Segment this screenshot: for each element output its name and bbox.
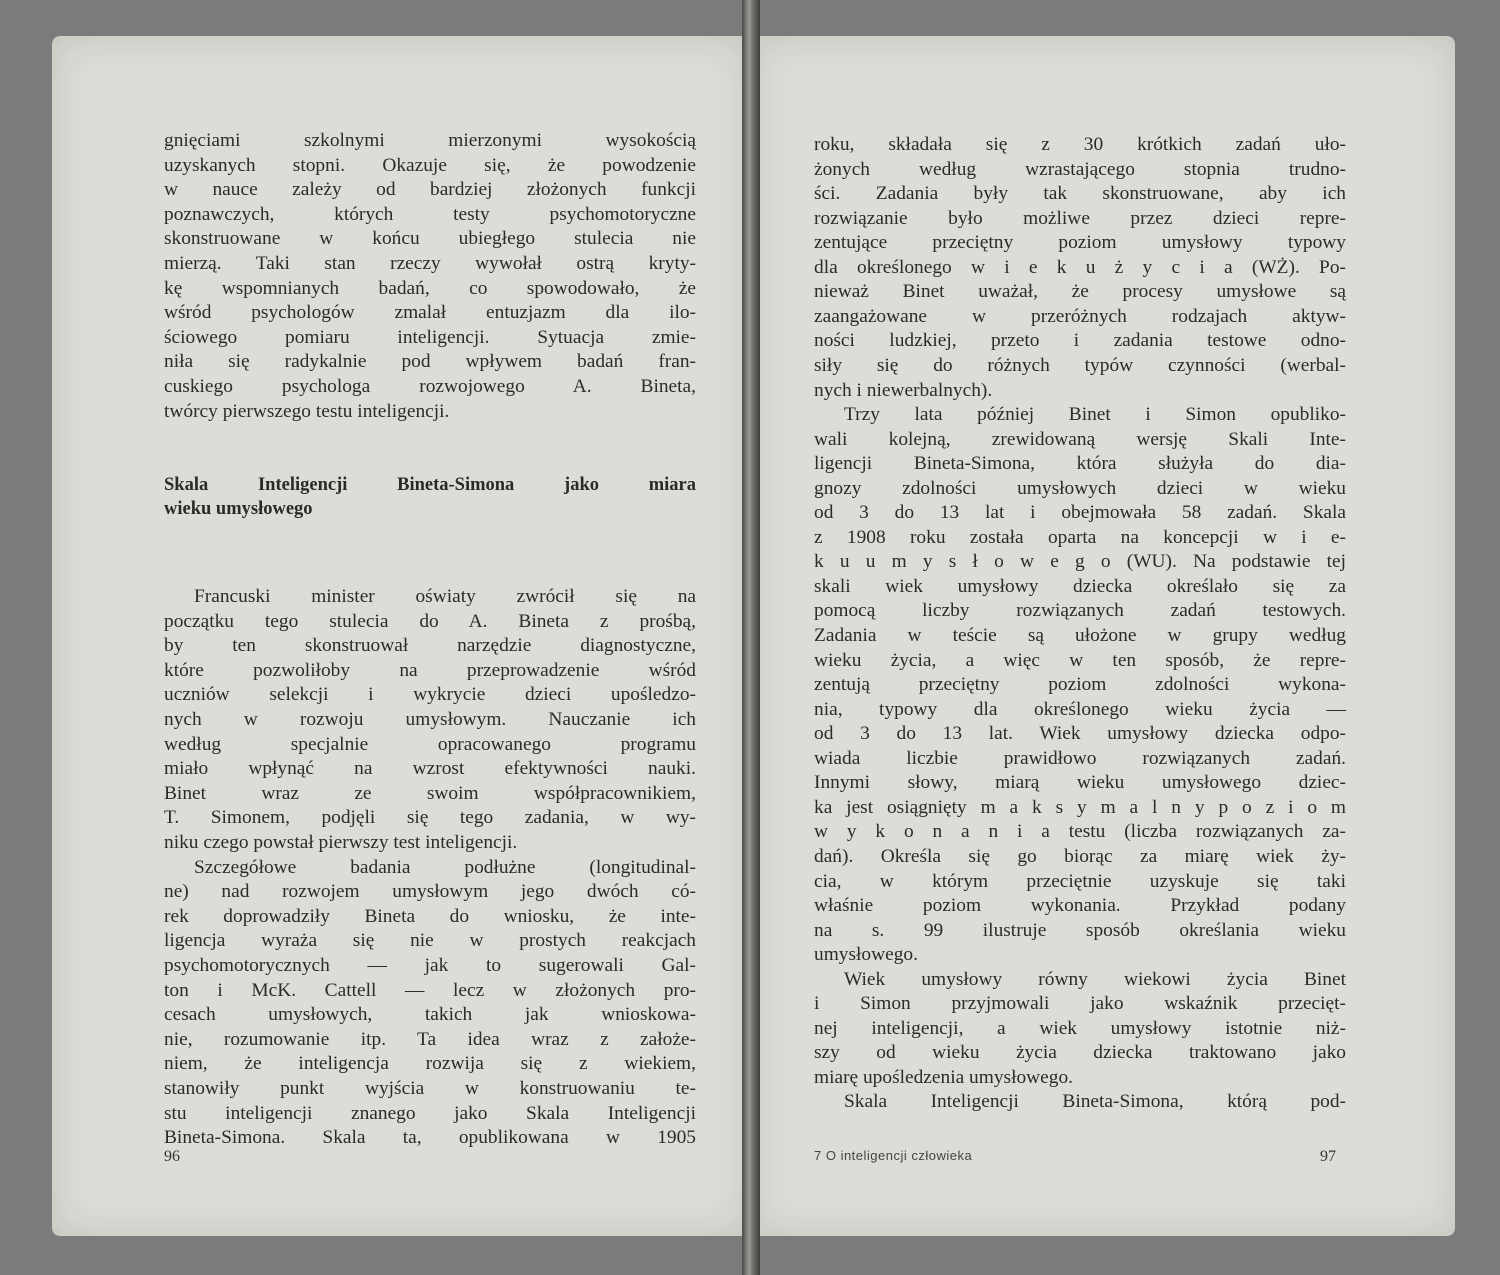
text-line: twórcy pierwszego testu inteligencji. bbox=[164, 401, 450, 422]
text-line: wieku życia, a więc w ten sposób, że repre- bbox=[814, 650, 1346, 671]
text-line: T. Simonem, podjęli się tego zadania, w wy- bbox=[164, 807, 696, 828]
text-line: ściowego pomiaru inteligencji. Sytuacja zmie- bbox=[164, 327, 696, 348]
text-line: miarę upośledzenia umysłowego. bbox=[814, 1067, 1074, 1088]
text-line: siły się do różnych typów czynności (werbal- bbox=[814, 355, 1346, 376]
text-line: właśnie poziom wykonania. Przykład podany bbox=[814, 895, 1346, 916]
footer-signature: 7 O inteligencji człowieka bbox=[814, 1148, 973, 1163]
text-line: żonych według wzrastającego stopnia trudno- bbox=[814, 159, 1346, 180]
text-line: umysłowego. bbox=[814, 944, 918, 965]
text-line: gnięciami szkolnymi mierzonymi wysokością bbox=[164, 130, 696, 151]
text-line: roku, składała się z 30 krótkich zadań uło- bbox=[814, 134, 1346, 155]
text-line: skonstruowane w końcu ubiegłego stulecia nie bbox=[164, 228, 696, 249]
text-line: Wiek umysłowy równy wiekowi życia Binet bbox=[844, 969, 1346, 990]
text-line: zentują przeciętny poziom zdolności wykona- bbox=[814, 674, 1346, 695]
text-line: cuskiego psychologa rozwojowego A. Bineta, bbox=[164, 376, 696, 397]
text-line: rek doprowadziły Bineta do wniosku, że inte- bbox=[164, 906, 696, 927]
text-line: niem, że inteligencja rozwija się z wiekiem, bbox=[164, 1053, 696, 1074]
text-line: Innymi słowy, miarą wieku umysłowego dziec- bbox=[814, 772, 1346, 793]
text-line: nych i niewerbalnych). bbox=[814, 380, 993, 401]
left-page bbox=[52, 36, 749, 1236]
section-heading-line: Skala Inteligencji Bineta-Simona jako miara bbox=[164, 475, 696, 495]
text-line: i Simon przyjmowali jako wskaźnik przecięt- bbox=[814, 993, 1346, 1014]
text-line: ligencji Bineta-Simona, która służyła do dia- bbox=[814, 453, 1346, 474]
text-line: które pozwoliłoby na przeprowadzenie wśród bbox=[164, 660, 696, 681]
text-line: ści. Zadania były tak skonstruowane, aby ich bbox=[814, 183, 1346, 204]
text-line: gnozy zdolności umysłowych dzieci w wieku bbox=[814, 478, 1346, 499]
left-page-number: 96 bbox=[164, 1148, 180, 1165]
text-line: wali kolejną, zrewidowaną wersję Skali Inte- bbox=[814, 429, 1346, 450]
text-line: z 1908 roku została oparta na koncepcji w i e- bbox=[814, 527, 1346, 548]
text-line: od 3 do 13 lat i obejmowała 58 zadań. Skala bbox=[814, 502, 1346, 523]
text-line: dla określonego w i e k u ż y c i a (WŻ). Po- bbox=[814, 257, 1346, 278]
text-line: ne) nad rozwojem umysłowym jego dwóch có- bbox=[164, 881, 696, 902]
text-line: nia, typowy dla określonego wieku życia — bbox=[814, 699, 1346, 720]
text-line: w nauce zależy od bardziej złożonych funkcji bbox=[164, 179, 696, 200]
text-line: Binet wraz ze swoim współpracownikiem, bbox=[164, 783, 696, 804]
text-line: by ten skonstruował narzędzie diagnostyczne, bbox=[164, 635, 696, 656]
text-line: k u u m y s ł o w e g o (WU). Na podstawie tej bbox=[814, 551, 1346, 572]
text-line: nie, rozumowanie itp. Ta idea wraz z założe- bbox=[164, 1029, 696, 1050]
text-line: niła się radykalnie pod wpływem badań fran- bbox=[164, 351, 696, 372]
text-line: uczniów selekcji i wykrycie dzieci upośledzo- bbox=[164, 684, 696, 705]
text-line: szy od wieku życia dziecka traktowano jako bbox=[814, 1042, 1346, 1063]
right-page-number: 97 bbox=[1320, 1148, 1336, 1165]
text-line: uzyskanych stopni. Okazuje się, że powodzenie bbox=[164, 155, 696, 176]
text-line: zentujące przeciętny poziom umysłowy typowy bbox=[814, 232, 1346, 253]
text-line: Trzy lata później Binet i Simon opubliko- bbox=[844, 404, 1346, 425]
text-line: Szczegółowe badania podłużne (longitudinal- bbox=[194, 857, 696, 878]
text-line: psychomotorycznych — jak to sugerowali Gal- bbox=[164, 955, 696, 976]
text-line: Francuski minister oświaty zwrócił się na bbox=[194, 586, 696, 607]
text-line: wśród psychologów zmalał entuzjazm dla ilo- bbox=[164, 302, 696, 323]
text-line: skali wiek umysłowy dziecka określało się za bbox=[814, 576, 1346, 597]
text-line: kę wspomnianych badań, co spowodowało, że bbox=[164, 278, 696, 299]
text-line: według specjalnie opracowanego programu bbox=[164, 734, 696, 755]
text-line: w y k o n a n i a testu (liczba rozwiązanych za- bbox=[814, 821, 1346, 842]
text-line: wiada liczbie prawidłowo rozwiązanych zadań. bbox=[814, 748, 1346, 769]
text-line: nych w rozwoju umysłowym. Nauczanie ich bbox=[164, 709, 696, 730]
text-line: cia, w którym przeciętnie uzyskuje się taki bbox=[814, 871, 1346, 892]
text-line: niku czego powstał pierwszy test inteligencji. bbox=[164, 832, 518, 853]
text-line: nieważ Binet uważał, że procesy umysłowe są bbox=[814, 281, 1346, 302]
text-line: od 3 do 13 lat. Wiek umysłowy dziecka odpo- bbox=[814, 723, 1346, 744]
text-line: stanowiły punkt wyjścia w konstruowaniu te- bbox=[164, 1078, 696, 1099]
text-line: ligencja wyraża się nie w prostych reakcjach bbox=[164, 930, 696, 951]
text-line: Skala Inteligencji Bineta-Simona, którą pod- bbox=[844, 1091, 1346, 1112]
text-line: Bineta-Simona. Skala ta, opublikowana w 1905 bbox=[164, 1127, 696, 1148]
text-line: cesach umysłowych, takich jak wnioskowa- bbox=[164, 1004, 696, 1025]
text-line: nej inteligencji, a wiek umysłowy istotnie niż- bbox=[814, 1018, 1346, 1039]
text-line: początku tego stulecia do A. Bineta z prośbą, bbox=[164, 611, 696, 632]
right-page bbox=[752, 36, 1455, 1236]
section-heading-line: wieku umysłowego bbox=[164, 499, 313, 519]
text-line: na s. 99 ilustruje sposób określania wieku bbox=[814, 920, 1346, 941]
text-line: zaangażowane w przeróżnych rodzajach aktyw- bbox=[814, 306, 1346, 327]
text-line: stu inteligencji znanego jako Skala Inteligencji bbox=[164, 1103, 696, 1124]
text-line: mierzą. Taki stan rzeczy wywołał ostrą kryty- bbox=[164, 253, 696, 274]
text-line: rozwiązanie było możliwe przez dzieci repre- bbox=[814, 208, 1346, 229]
text-line: pomocą liczby rozwiązanych zadań testowych. bbox=[814, 600, 1346, 621]
text-line: ka jest osiągnięty m a k s y m a l n y p o z i o m bbox=[814, 797, 1346, 818]
text-line: Zadania w teście są ułożone w grupy według bbox=[814, 625, 1346, 646]
book-spine bbox=[742, 0, 760, 1275]
text-line: miało wpłynąć na wzrost efektywności nauki. bbox=[164, 758, 696, 779]
text-line: ności ludzkiej, przeto i zadania testowe odno- bbox=[814, 330, 1346, 351]
text-line: ton i McK. Cattell — lecz w złożonych pro- bbox=[164, 980, 696, 1001]
text-line: poznawczych, których testy psychomotoryczne bbox=[164, 204, 696, 225]
text-line: dań). Określa się go biorąc za miarę wiek ży- bbox=[814, 846, 1346, 867]
